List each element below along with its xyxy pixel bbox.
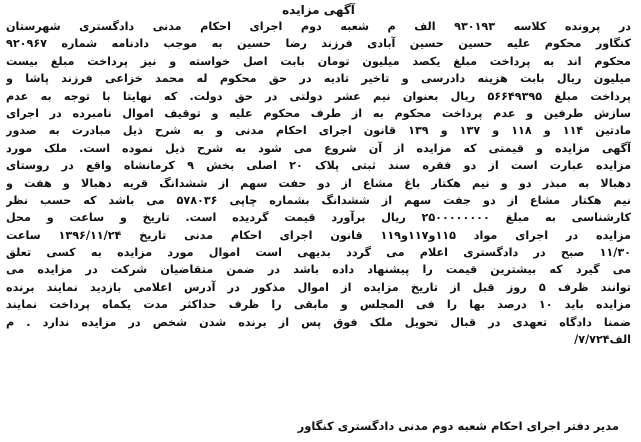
notice-line: مزایده باید ۱۰ درصد بها را فی المجلس و مابقی را ظرف حداکثر مدت یکماه پرداخت نمایند — [6, 298, 631, 312]
notice-line: در پرونده کلاسه ۹۳۰۱۹۳ الف م شعبه دوم اجرای احکام مدنی دادگستری شهرستان — [6, 20, 631, 33]
notice-title: آگهی مزایده — [282, 3, 355, 17]
notice-line: می گیرد که بیشترین قیمت را پیشنهاد داده باشد در ضمن متقاضیان شرکت در مزایده می — [6, 263, 631, 277]
notice-line: دهبالا به مبذر دو و نیم هکتار باغ مشاع از دو حفت سهم از ششدانگ قریه دهبالا و هفت و — [6, 176, 631, 190]
notice-line: مادتین ۱۱۴ و ۱۱۸ و ۱۳۷ و ۱۳۹ قانون اجرای احکام مدنی و به شرح ذیل مبادرت به صدور — [6, 124, 631, 138]
notice-line: آگهی مزایده و قیمتی که مزایده از آن شروع می شود به شرح ذیل نموده است. ملک مورد — [6, 141, 631, 155]
notice-body — [6, 18, 631, 348]
notice-line: محکوم اند به پرداخت مبلغ یکصد میلیون تومان بابت اصل خواسته و نیز پرداخت مبلغ بیست — [6, 54, 631, 68]
notice-reference-number: الف۷/۷۲۴/ — [574, 333, 631, 347]
notice-line: ضمنا دادگاه تعهدی در قبال تحویل ملک فوق پس از برنده شدن شخص در مزایده ندارد . م — [6, 315, 631, 329]
notice-line: پرداخت مبلغ ۵۶۶۴۹۳۹۵ ریال بعنوان نیم عشر دولتی در حق دولت. که نهایتا با توجه به عدم — [6, 89, 631, 103]
notice-line: مزایده عبارت است از دو فقره سند ثبتی پلاک ۲۰ اصلی بخش ۹ کرمانشاه واقع در روستای — [6, 159, 631, 173]
notice-line: میلیون ریال بابت هزینه دادرسی و تاخیر تادیه در حق محکوم له محمد خزاعی فرزند پاشا و — [6, 72, 631, 86]
notice-line: ۱۱/۳۰ صبح در دادگستری اعلام می گردد بدیهی است اموال مورد مزایده به کسی تعلق — [6, 246, 631, 260]
notice-line: نیم هکتار مشاع از دو جفت سهم از ششدانگ بشماره چاپی ۵۷۸۰۳۶ می باشد که حسب نظر — [6, 193, 631, 207]
notice-line: کنگاور محکوم علیه حسین حسین آبادی فرزند رضا حسین به موجب دادنامه شماره ۹۲۰۹۶۷ — [6, 37, 631, 51]
notice-line: مزایده در اجرای مواد ۱۱۵و۱۱۷و۱۱۹ قانون اجرای احکام مدنی تاریخ ۱۳۹۶/۱۱/۲۴ ساعت — [6, 228, 631, 242]
notice-line: سازش طرفین و عدم پرداخت محکوم به از طرف محکوم علیه و توقیف اموال نامبرده در اجرای — [6, 106, 631, 120]
notice-line: کارشناسی به مبلغ ۲۵۰۰۰۰۰۰۰۰ ریال برآورد قیمت گردیده است. تاریخ و ساعت و محل — [6, 211, 631, 225]
notice-line: توانند ظرف ۵ روز قبل از تاریخ مزایده از اموال مذکور در آدرس اعلامی بازدید نمایند برنده — [6, 280, 631, 294]
notice-signature: مدیر دفتر اجرای احکام شعبه دوم مدنی دادگستری کنگاور — [297, 419, 619, 433]
